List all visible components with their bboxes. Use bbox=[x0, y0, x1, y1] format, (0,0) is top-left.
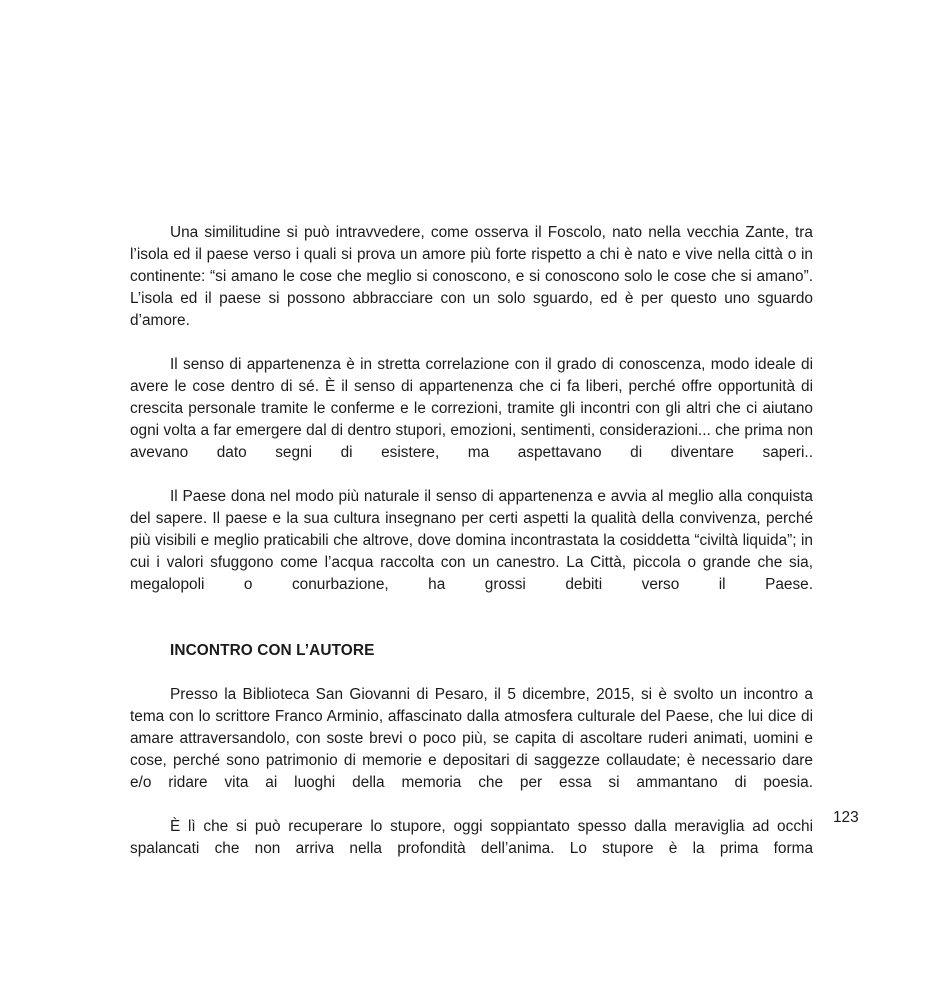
paragraph-1: Una similitudine si può intravvedere, come osserva il Foscolo, nato nella vecchia Zante, tra l’isola ed il paese verso i quali si prova un amore più forte rispetto a chi è nato e vive nella città o in continente: “si amano le cose che meglio si conoscono, e si conoscono solo le cose che si amano”. L’isola ed il paese si possono abbracciare con un solo sguardo, ed è per questo uno sguardo d’amore. bbox=[130, 224, 813, 329]
page-number: 123 bbox=[833, 809, 859, 826]
paragraph-2: Il senso di appartenenza è in stretta correlazione con il grado di conoscenza, modo ideale di avere le cose dentro di sé. È il senso di appartenenza che ci fa liberi, perché offre opportunità di crescita personale tramite le conferme e le correzioni, tramite gli incontri con gli altri che ci aiutano ogni volta a far emergere dal di dentro stupori, emozioni, sentimenti, considerazioni... che prima non avevano dato segni di esistere, ma aspettavano di diventare saperi.. bbox=[130, 356, 813, 461]
heading-spacer-above bbox=[130, 618, 813, 640]
page-text-column bbox=[130, 222, 813, 882]
paragraph-5: È lì che si può recuperare lo stupore, oggi soppiantato spesso dalla meraviglia ad occhi spalancati che non arriva nella profondità dell’anima. Lo stupore è la prima forma bbox=[130, 818, 813, 857]
heading-spacer-below bbox=[130, 662, 813, 684]
paragraph-3: Il Paese dona nel modo più naturale il senso di appartenenza e avvia al meglio alla conquista del sapere. Il paese e la sua cultura insegnano per certi aspetti la qualità della convivenza, perché più visibili e meglio praticabili che altrove, dove domina incontrastata la cosiddetta “civiltà liquida”; in cui i valori sfuggono come l’acqua raccolta con un canestro. La Città, piccola o grande che sia, megalopoli o conurbazione, ha grossi debiti verso il Paese. bbox=[130, 488, 813, 593]
section-heading-incontro-con-lautore: INCONTRO CON L’AUTORE bbox=[170, 642, 375, 659]
paragraph-4: Presso la Biblioteca San Giovanni di Pesaro, il 5 dicembre, 2015, si è svolto un incontro a tema con lo scrittore Franco Arminio, affascinato dalla atmosfera culturale del Paese, che lui dice di amare attraversandolo, con soste brevi o poco più, se capita di ascoltare ruderi animati, uomini e cose, perché sono patrimonio di memorie e depositari di saggezze collaudate; è necessario dare e/o ridare vita ai luoghi della memoria che per essa si ammantano di poesia. bbox=[130, 686, 813, 791]
